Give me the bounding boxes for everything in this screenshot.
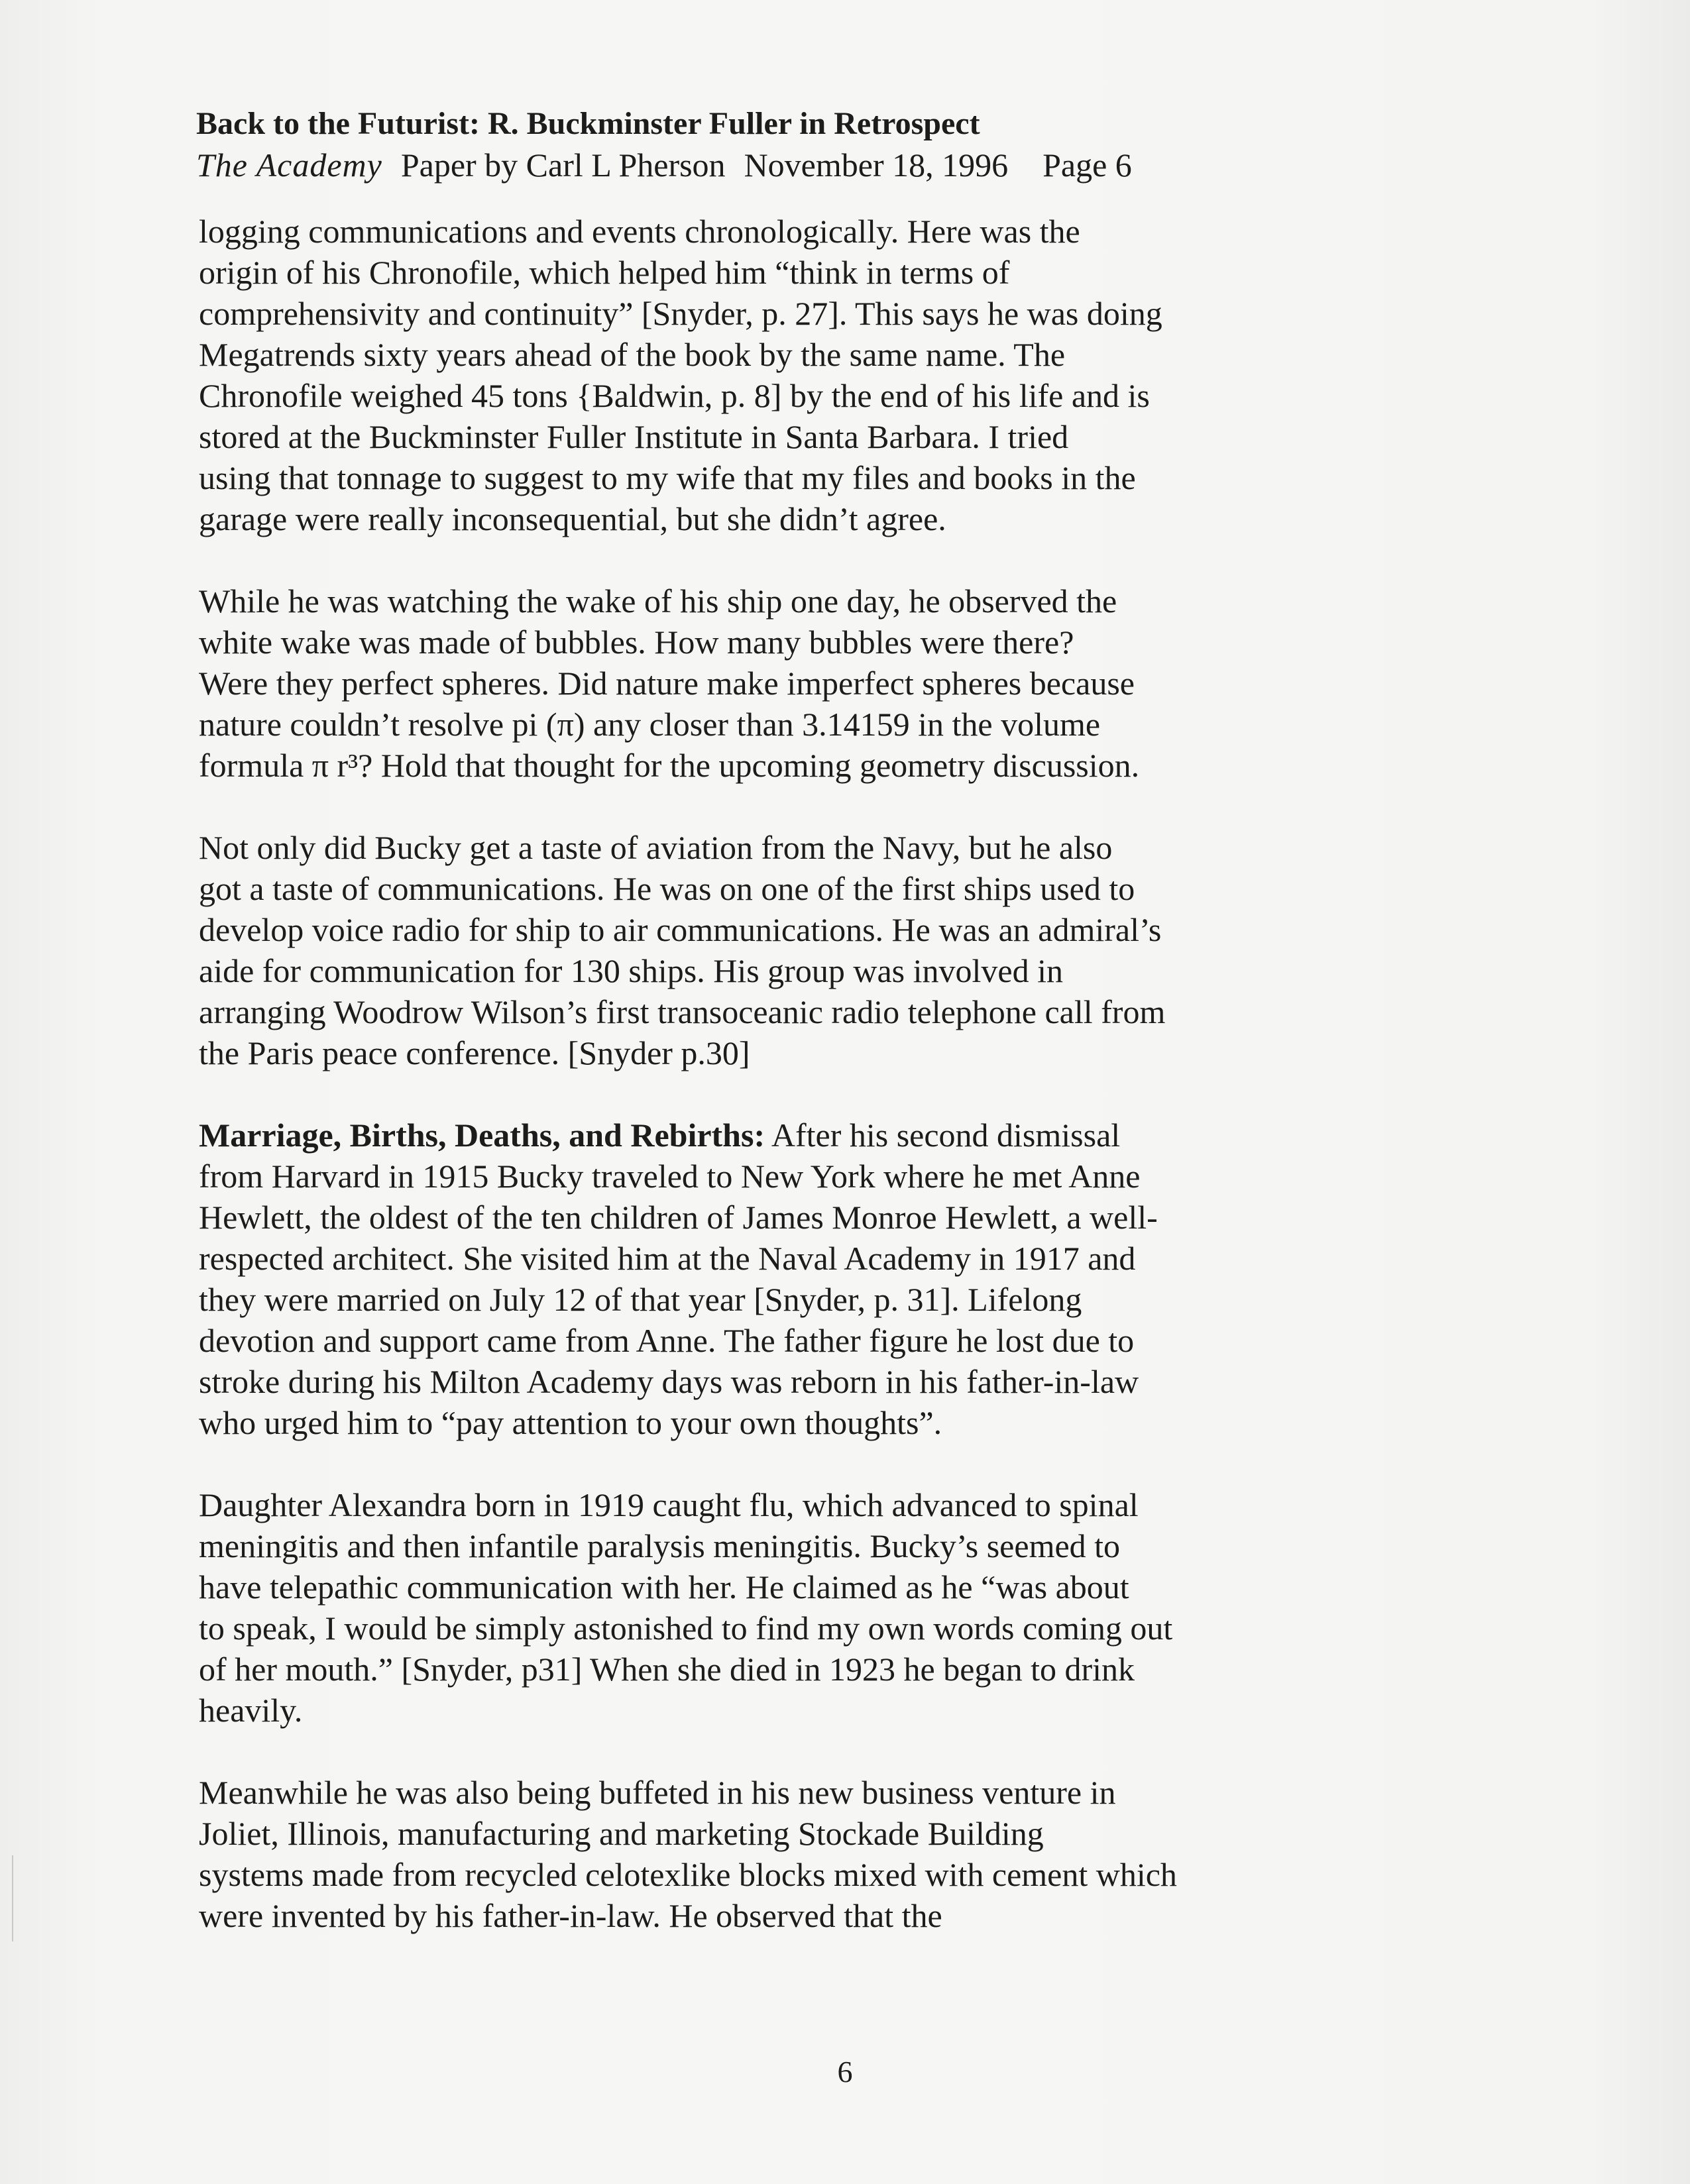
text-line: to speak, I would be simply astonished to find my own words coming out <box>199 1610 1173 1647</box>
paragraph-communications <box>199 827 1498 1073</box>
text-line: formula π r³? Hold that thought for the upcoming geometry discussion. <box>199 747 1140 784</box>
text-line: Were they perfect spheres. Did nature make imperfect spheres because <box>199 665 1135 702</box>
header-page-label: Page 6 <box>1042 146 1132 184</box>
heading-line-rest: After his second dismissal <box>771 1117 1121 1154</box>
paragraph-alexandra <box>199 1484 1498 1731</box>
text-line: stroke during his Milton Academy days was reborn in his father-in-law <box>199 1363 1139 1400</box>
page-number: 6 <box>837 2055 853 2089</box>
paper-title: Back to the Futurist: R. Buckminster Fuller in Retrospect <box>196 106 980 141</box>
running-header <box>196 103 1455 186</box>
text-line: Daughter Alexandra born in 1919 caught flu, which advanced to spinal <box>199 1486 1139 1523</box>
text-line: devotion and support came from Anne. The father figure he lost due to <box>199 1322 1135 1359</box>
text-line: Not only did Bucky get a taste of aviation from the Navy, but he also <box>199 829 1113 866</box>
text-line: from Harvard in 1915 Bucky traveled to New York where he met Anne <box>199 1158 1141 1195</box>
section-heading: Marriage, Births, Deaths, and Rebirths: <box>199 1117 765 1154</box>
text-line: white wake was made of bubbles. How many bubbles were there? <box>199 624 1074 661</box>
text-line: using that tonnage to suggest to my wife that my files and books in the <box>199 459 1136 496</box>
text-line: arranging Woodrow Wilson’s first transoceanic radio telephone call from <box>199 993 1166 1030</box>
text-line: garage were really inconsequential, but she didn’t agree. <box>199 500 946 537</box>
text-line: logging communications and events chronologically. Here was the <box>199 213 1080 250</box>
text-line: were invented by his father-in-law. He observed that the <box>199 1897 942 1934</box>
paragraph-bubbles <box>199 580 1498 786</box>
text-line: aide for communication for 130 ships. His group was involved in <box>199 952 1063 989</box>
paragraph-stockade <box>199 1772 1498 1936</box>
paper-date: November 18, 1996 <box>744 146 1009 184</box>
text-line: comprehensivity and continuity” [Snyder, p. 27]. This says he was doing <box>199 295 1162 332</box>
paragraph-chronofile <box>199 211 1498 539</box>
text-line: While he was watching the wake of his ship one day, he observed the <box>199 582 1117 620</box>
text-line: they were married on July 12 of that year [Snyder, p. 31]. Lifelong <box>199 1281 1082 1318</box>
journal-name: The Academy <box>196 146 382 184</box>
text-line: meningitis and then infantile paralysis meningitis. Bucky’s seemed to <box>199 1527 1121 1564</box>
text-line: heavily. <box>199 1692 303 1729</box>
text-line: stored at the Buckminster Fuller Institute in Santa Barbara. I tried <box>199 418 1069 455</box>
text-line: systems made from recycled celotexlike blocks mixed with cement which <box>199 1856 1177 1893</box>
body-text <box>199 211 1498 1977</box>
text-line <box>199 1115 1498 1156</box>
text-line: Hewlett, the oldest of the ten children of James Monroe Hewlett, a well- <box>199 1199 1158 1236</box>
text-line: nature couldn’t resolve pi (π) any closer than 3.14159 in the volume <box>199 706 1101 743</box>
author-byline: Paper by Carl L Pherson <box>400 146 726 184</box>
text-line: who urged him to “pay attention to your own thoughts”. <box>199 1404 942 1441</box>
text-line: have telepathic communication with her. He claimed as he “was about <box>199 1568 1129 1606</box>
text-line: got a taste of communications. He was on one of the first ships used to <box>199 870 1135 907</box>
scan-edge-mark <box>12 1855 13 1941</box>
text-line: origin of his Chronofile, which helped him “think in terms of <box>199 254 1010 291</box>
text-line: Chronofile weighed 45 tons {Baldwin, p. 8] by the end of his life and is <box>199 377 1150 414</box>
text-line: Megatrends sixty years ahead of the book by the same name. The <box>199 336 1066 373</box>
header-byline-row <box>196 144 1455 186</box>
text-line: Meanwhile he was also being buffeted in his new business venture in <box>199 1774 1116 1811</box>
text-line: develop voice radio for ship to air communications. He was an admiral’s <box>199 911 1162 948</box>
text-line: Joliet, Illinois, manufacturing and marketing Stockade Building <box>199 1815 1044 1852</box>
text-line: the Paris peace conference. [Snyder p.30] <box>199 1034 750 1071</box>
paragraph-marriage <box>199 1115 1498 1443</box>
text-line: respected architect. She visited him at the Naval Academy in 1917 and <box>199 1240 1136 1277</box>
text-line: of her mouth.” [Snyder, p31] When she died in 1923 he began to drink <box>199 1651 1135 1688</box>
